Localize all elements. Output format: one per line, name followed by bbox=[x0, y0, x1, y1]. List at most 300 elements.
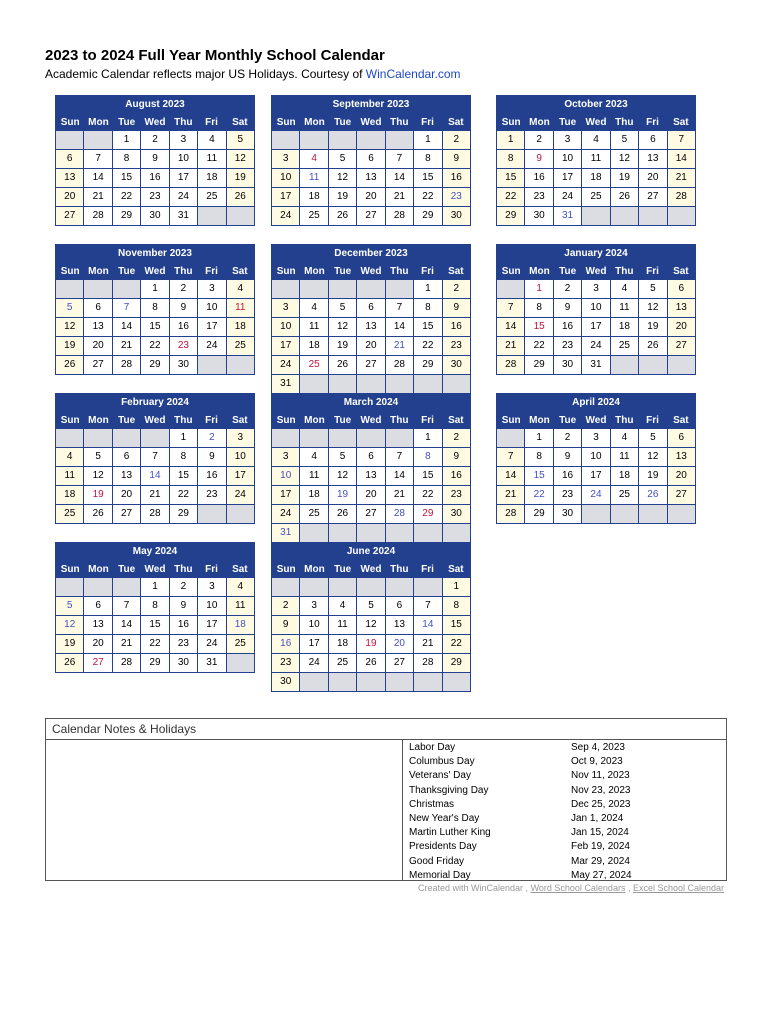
day-cell[interactable]: 19 bbox=[329, 337, 356, 355]
day-cell[interactable]: 31 bbox=[272, 524, 299, 542]
day-cell[interactable]: 11 bbox=[611, 299, 638, 317]
day-cell[interactable]: 3 bbox=[272, 150, 299, 168]
day-cell[interactable]: 31 bbox=[582, 356, 609, 374]
day-cell[interactable]: 5 bbox=[56, 299, 83, 317]
day-cell[interactable]: 16 bbox=[554, 467, 581, 485]
day-cell[interactable]: 6 bbox=[386, 597, 413, 615]
day-cell[interactable]: 1 bbox=[141, 280, 168, 298]
day-cell[interactable]: 26 bbox=[56, 654, 83, 672]
day-cell[interactable]: 7 bbox=[141, 448, 168, 466]
day-cell[interactable]: 25 bbox=[300, 356, 327, 374]
day-cell[interactable]: 23 bbox=[443, 337, 470, 355]
day-cell[interactable]: 9 bbox=[141, 150, 168, 168]
day-cell[interactable]: 16 bbox=[443, 169, 470, 187]
day-cell[interactable]: 4 bbox=[300, 150, 327, 168]
day-cell[interactable]: 28 bbox=[141, 505, 168, 523]
day-cell[interactable]: 22 bbox=[525, 486, 552, 504]
day-cell[interactable]: 25 bbox=[300, 207, 327, 225]
day-cell[interactable]: 9 bbox=[170, 597, 197, 615]
day-cell[interactable]: 23 bbox=[443, 188, 470, 206]
day-cell[interactable]: 26 bbox=[639, 486, 666, 504]
day-cell[interactable]: 29 bbox=[170, 505, 197, 523]
day-cell[interactable]: 15 bbox=[414, 467, 441, 485]
day-cell[interactable]: 9 bbox=[525, 150, 552, 168]
day-cell[interactable]: 27 bbox=[56, 207, 83, 225]
day-cell[interactable]: 8 bbox=[170, 448, 197, 466]
day-cell[interactable]: 16 bbox=[198, 467, 225, 485]
day-cell[interactable]: 3 bbox=[272, 299, 299, 317]
day-cell[interactable]: 6 bbox=[357, 299, 384, 317]
day-cell[interactable]: 5 bbox=[329, 150, 356, 168]
day-cell[interactable]: 10 bbox=[272, 318, 299, 336]
day-cell[interactable]: 12 bbox=[56, 616, 83, 634]
day-cell[interactable]: 18 bbox=[56, 486, 83, 504]
day-cell[interactable]: 25 bbox=[198, 188, 225, 206]
day-cell[interactable]: 5 bbox=[611, 131, 638, 149]
day-cell[interactable]: 14 bbox=[386, 318, 413, 336]
day-cell[interactable]: 5 bbox=[357, 597, 384, 615]
day-cell[interactable]: 30 bbox=[443, 356, 470, 374]
day-cell[interactable]: 6 bbox=[357, 150, 384, 168]
day-cell[interactable]: 18 bbox=[582, 169, 609, 187]
day-cell[interactable]: 20 bbox=[84, 635, 111, 653]
day-cell[interactable]: 5 bbox=[84, 448, 111, 466]
day-cell[interactable]: 29 bbox=[414, 505, 441, 523]
day-cell[interactable]: 4 bbox=[300, 448, 327, 466]
day-cell[interactable]: 2 bbox=[170, 578, 197, 596]
day-cell[interactable]: 28 bbox=[497, 356, 524, 374]
day-cell[interactable]: 28 bbox=[414, 654, 441, 672]
day-cell[interactable]: 27 bbox=[357, 505, 384, 523]
day-cell[interactable]: 22 bbox=[443, 635, 470, 653]
day-cell[interactable]: 3 bbox=[198, 578, 225, 596]
day-cell[interactable]: 26 bbox=[56, 356, 83, 374]
day-cell[interactable]: 11 bbox=[227, 299, 254, 317]
day-cell[interactable]: 27 bbox=[84, 356, 111, 374]
day-cell[interactable]: 6 bbox=[668, 429, 695, 447]
day-cell[interactable]: 20 bbox=[639, 169, 666, 187]
day-cell[interactable]: 4 bbox=[582, 131, 609, 149]
day-cell[interactable]: 10 bbox=[198, 299, 225, 317]
day-cell[interactable]: 4 bbox=[611, 429, 638, 447]
day-cell[interactable]: 21 bbox=[497, 486, 524, 504]
day-cell[interactable]: 17 bbox=[227, 467, 254, 485]
day-cell[interactable]: 21 bbox=[386, 337, 413, 355]
day-cell[interactable]: 29 bbox=[497, 207, 524, 225]
day-cell[interactable]: 22 bbox=[170, 486, 197, 504]
day-cell[interactable]: 9 bbox=[170, 299, 197, 317]
day-cell[interactable]: 11 bbox=[300, 318, 327, 336]
day-cell[interactable]: 21 bbox=[668, 169, 695, 187]
day-cell[interactable]: 28 bbox=[386, 505, 413, 523]
day-cell[interactable]: 27 bbox=[386, 654, 413, 672]
day-cell[interactable]: 27 bbox=[84, 654, 111, 672]
day-cell[interactable]: 24 bbox=[198, 635, 225, 653]
day-cell[interactable]: 31 bbox=[170, 207, 197, 225]
day-cell[interactable]: 24 bbox=[582, 486, 609, 504]
day-cell[interactable]: 12 bbox=[357, 616, 384, 634]
day-cell[interactable]: 21 bbox=[497, 337, 524, 355]
day-cell[interactable]: 16 bbox=[141, 169, 168, 187]
day-cell[interactable]: 14 bbox=[84, 169, 111, 187]
day-cell[interactable]: 21 bbox=[84, 188, 111, 206]
day-cell[interactable]: 30 bbox=[141, 207, 168, 225]
day-cell[interactable]: 12 bbox=[329, 318, 356, 336]
day-cell[interactable]: 16 bbox=[170, 616, 197, 634]
day-cell[interactable]: 22 bbox=[141, 337, 168, 355]
day-cell[interactable]: 25 bbox=[300, 505, 327, 523]
word-calendars-link[interactable]: Word School Calendars bbox=[530, 883, 626, 893]
day-cell[interactable]: 17 bbox=[582, 318, 609, 336]
day-cell[interactable]: 28 bbox=[668, 188, 695, 206]
day-cell[interactable]: 30 bbox=[525, 207, 552, 225]
day-cell[interactable]: 13 bbox=[56, 169, 83, 187]
day-cell[interactable]: 10 bbox=[582, 448, 609, 466]
day-cell[interactable]: 12 bbox=[329, 467, 356, 485]
day-cell[interactable]: 25 bbox=[329, 654, 356, 672]
day-cell[interactable]: 23 bbox=[170, 337, 197, 355]
day-cell[interactable]: 25 bbox=[582, 188, 609, 206]
day-cell[interactable]: 12 bbox=[227, 150, 254, 168]
day-cell[interactable]: 13 bbox=[84, 318, 111, 336]
day-cell[interactable]: 19 bbox=[329, 486, 356, 504]
day-cell[interactable]: 14 bbox=[141, 467, 168, 485]
day-cell[interactable]: 21 bbox=[414, 635, 441, 653]
day-cell[interactable]: 3 bbox=[227, 429, 254, 447]
day-cell[interactable]: 1 bbox=[443, 578, 470, 596]
day-cell[interactable]: 1 bbox=[170, 429, 197, 447]
day-cell[interactable]: 17 bbox=[300, 635, 327, 653]
day-cell[interactable]: 31 bbox=[272, 375, 299, 393]
day-cell[interactable]: 16 bbox=[554, 318, 581, 336]
day-cell[interactable]: 14 bbox=[386, 467, 413, 485]
day-cell[interactable]: 6 bbox=[84, 597, 111, 615]
day-cell[interactable]: 8 bbox=[525, 448, 552, 466]
day-cell[interactable]: 8 bbox=[443, 597, 470, 615]
day-cell[interactable]: 22 bbox=[525, 337, 552, 355]
day-cell[interactable]: 18 bbox=[300, 337, 327, 355]
day-cell[interactable]: 27 bbox=[113, 505, 140, 523]
day-cell[interactable]: 19 bbox=[227, 169, 254, 187]
day-cell[interactable]: 27 bbox=[668, 337, 695, 355]
day-cell[interactable]: 13 bbox=[357, 318, 384, 336]
day-cell[interactable]: 12 bbox=[639, 448, 666, 466]
day-cell[interactable]: 31 bbox=[554, 207, 581, 225]
day-cell[interactable]: 26 bbox=[84, 505, 111, 523]
day-cell[interactable]: 20 bbox=[113, 486, 140, 504]
day-cell[interactable]: 3 bbox=[272, 448, 299, 466]
day-cell[interactable]: 18 bbox=[300, 188, 327, 206]
day-cell[interactable]: 27 bbox=[639, 188, 666, 206]
day-cell[interactable]: 28 bbox=[113, 654, 140, 672]
day-cell[interactable]: 17 bbox=[582, 467, 609, 485]
day-cell[interactable]: 8 bbox=[414, 150, 441, 168]
day-cell[interactable]: 25 bbox=[227, 635, 254, 653]
day-cell[interactable]: 1 bbox=[525, 280, 552, 298]
day-cell[interactable]: 18 bbox=[329, 635, 356, 653]
day-cell[interactable]: 28 bbox=[386, 207, 413, 225]
day-cell[interactable]: 27 bbox=[357, 356, 384, 374]
day-cell[interactable]: 17 bbox=[272, 486, 299, 504]
day-cell[interactable]: 2 bbox=[443, 429, 470, 447]
day-cell[interactable]: 14 bbox=[497, 467, 524, 485]
day-cell[interactable]: 4 bbox=[227, 280, 254, 298]
day-cell[interactable]: 16 bbox=[443, 318, 470, 336]
day-cell[interactable]: 13 bbox=[668, 299, 695, 317]
day-cell[interactable]: 26 bbox=[329, 207, 356, 225]
day-cell[interactable]: 7 bbox=[668, 131, 695, 149]
day-cell[interactable]: 14 bbox=[113, 318, 140, 336]
day-cell[interactable]: 28 bbox=[497, 505, 524, 523]
day-cell[interactable]: 5 bbox=[639, 280, 666, 298]
day-cell[interactable]: 26 bbox=[329, 356, 356, 374]
excel-calendar-link[interactable]: Excel School Calendar bbox=[632, 883, 725, 893]
day-cell[interactable]: 30 bbox=[170, 654, 197, 672]
day-cell[interactable]: 24 bbox=[554, 188, 581, 206]
day-cell[interactable]: 13 bbox=[386, 616, 413, 634]
day-cell[interactable]: 24 bbox=[582, 337, 609, 355]
day-cell[interactable]: 21 bbox=[113, 635, 140, 653]
day-cell[interactable]: 30 bbox=[272, 673, 299, 691]
day-cell[interactable]: 9 bbox=[443, 299, 470, 317]
day-cell[interactable]: 9 bbox=[554, 448, 581, 466]
day-cell[interactable]: 23 bbox=[554, 486, 581, 504]
day-cell[interactable]: 23 bbox=[170, 635, 197, 653]
day-cell[interactable]: 22 bbox=[414, 486, 441, 504]
day-cell[interactable]: 30 bbox=[443, 505, 470, 523]
day-cell[interactable]: 23 bbox=[443, 486, 470, 504]
day-cell[interactable]: 6 bbox=[56, 150, 83, 168]
day-cell[interactable]: 10 bbox=[582, 299, 609, 317]
day-cell[interactable]: 4 bbox=[198, 131, 225, 149]
day-cell[interactable]: 29 bbox=[141, 356, 168, 374]
day-cell[interactable]: 8 bbox=[141, 597, 168, 615]
day-cell[interactable]: 4 bbox=[300, 299, 327, 317]
day-cell[interactable]: 26 bbox=[329, 505, 356, 523]
day-cell[interactable]: 25 bbox=[611, 337, 638, 355]
day-cell[interactable]: 11 bbox=[329, 616, 356, 634]
day-cell[interactable]: 30 bbox=[554, 356, 581, 374]
day-cell[interactable]: 24 bbox=[272, 505, 299, 523]
day-cell[interactable]: 20 bbox=[357, 337, 384, 355]
day-cell[interactable]: 2 bbox=[198, 429, 225, 447]
day-cell[interactable]: 5 bbox=[639, 429, 666, 447]
day-cell[interactable]: 3 bbox=[582, 429, 609, 447]
day-cell[interactable]: 1 bbox=[141, 578, 168, 596]
day-cell[interactable]: 14 bbox=[113, 616, 140, 634]
day-cell[interactable]: 10 bbox=[272, 467, 299, 485]
day-cell[interactable]: 8 bbox=[113, 150, 140, 168]
day-cell[interactable]: 19 bbox=[56, 337, 83, 355]
day-cell[interactable]: 24 bbox=[272, 207, 299, 225]
day-cell[interactable]: 2 bbox=[272, 597, 299, 615]
day-cell[interactable]: 3 bbox=[582, 280, 609, 298]
day-cell[interactable]: 28 bbox=[84, 207, 111, 225]
day-cell[interactable]: 14 bbox=[414, 616, 441, 634]
day-cell[interactable]: 20 bbox=[56, 188, 83, 206]
day-cell[interactable]: 7 bbox=[497, 448, 524, 466]
day-cell[interactable]: 29 bbox=[443, 654, 470, 672]
day-cell[interactable]: 21 bbox=[386, 188, 413, 206]
day-cell[interactable]: 15 bbox=[414, 169, 441, 187]
day-cell[interactable]: 21 bbox=[386, 486, 413, 504]
day-cell[interactable]: 6 bbox=[357, 448, 384, 466]
day-cell[interactable]: 16 bbox=[170, 318, 197, 336]
day-cell[interactable]: 9 bbox=[272, 616, 299, 634]
day-cell[interactable]: 29 bbox=[525, 505, 552, 523]
day-cell[interactable]: 11 bbox=[582, 150, 609, 168]
day-cell[interactable]: 8 bbox=[141, 299, 168, 317]
day-cell[interactable]: 29 bbox=[414, 207, 441, 225]
day-cell[interactable]: 24 bbox=[300, 654, 327, 672]
day-cell[interactable]: 22 bbox=[113, 188, 140, 206]
day-cell[interactable]: 1 bbox=[414, 280, 441, 298]
day-cell[interactable]: 18 bbox=[611, 318, 638, 336]
day-cell[interactable]: 10 bbox=[227, 448, 254, 466]
day-cell[interactable]: 23 bbox=[272, 654, 299, 672]
day-cell[interactable]: 30 bbox=[443, 207, 470, 225]
day-cell[interactable]: 15 bbox=[525, 318, 552, 336]
day-cell[interactable]: 23 bbox=[554, 337, 581, 355]
day-cell[interactable]: 5 bbox=[56, 597, 83, 615]
day-cell[interactable]: 11 bbox=[300, 169, 327, 187]
day-cell[interactable]: 2 bbox=[554, 280, 581, 298]
day-cell[interactable]: 26 bbox=[227, 188, 254, 206]
day-cell[interactable]: 20 bbox=[84, 337, 111, 355]
day-cell[interactable]: 2 bbox=[443, 280, 470, 298]
day-cell[interactable]: 6 bbox=[668, 280, 695, 298]
day-cell[interactable]: 9 bbox=[443, 150, 470, 168]
day-cell[interactable]: 4 bbox=[611, 280, 638, 298]
day-cell[interactable]: 17 bbox=[170, 169, 197, 187]
day-cell[interactable]: 25 bbox=[227, 337, 254, 355]
day-cell[interactable]: 22 bbox=[414, 188, 441, 206]
day-cell[interactable]: 16 bbox=[525, 169, 552, 187]
day-cell[interactable]: 23 bbox=[198, 486, 225, 504]
day-cell[interactable]: 2 bbox=[554, 429, 581, 447]
day-cell[interactable]: 23 bbox=[525, 188, 552, 206]
day-cell[interactable]: 7 bbox=[386, 299, 413, 317]
day-cell[interactable]: 12 bbox=[611, 150, 638, 168]
day-cell[interactable]: 20 bbox=[668, 318, 695, 336]
day-cell[interactable]: 3 bbox=[554, 131, 581, 149]
day-cell[interactable]: 15 bbox=[443, 616, 470, 634]
day-cell[interactable]: 16 bbox=[443, 467, 470, 485]
day-cell[interactable]: 11 bbox=[611, 448, 638, 466]
day-cell[interactable]: 7 bbox=[497, 299, 524, 317]
day-cell[interactable]: 5 bbox=[329, 299, 356, 317]
day-cell[interactable]: 10 bbox=[554, 150, 581, 168]
day-cell[interactable]: 15 bbox=[141, 616, 168, 634]
day-cell[interactable]: 27 bbox=[357, 207, 384, 225]
day-cell[interactable]: 13 bbox=[113, 467, 140, 485]
day-cell[interactable]: 7 bbox=[113, 299, 140, 317]
day-cell[interactable]: 18 bbox=[198, 169, 225, 187]
day-cell[interactable]: 3 bbox=[198, 280, 225, 298]
day-cell[interactable]: 23 bbox=[141, 188, 168, 206]
day-cell[interactable]: 6 bbox=[113, 448, 140, 466]
day-cell[interactable]: 8 bbox=[414, 448, 441, 466]
day-cell[interactable]: 10 bbox=[170, 150, 197, 168]
day-cell[interactable]: 17 bbox=[198, 318, 225, 336]
wincalendar-link[interactable]: WinCalendar.com bbox=[365, 67, 461, 81]
day-cell[interactable]: 26 bbox=[639, 337, 666, 355]
day-cell[interactable]: 4 bbox=[227, 578, 254, 596]
day-cell[interactable]: 5 bbox=[227, 131, 254, 149]
day-cell[interactable]: 1 bbox=[525, 429, 552, 447]
day-cell[interactable]: 1 bbox=[414, 131, 441, 149]
day-cell[interactable]: 15 bbox=[497, 169, 524, 187]
day-cell[interactable]: 20 bbox=[668, 467, 695, 485]
day-cell[interactable]: 19 bbox=[357, 635, 384, 653]
day-cell[interactable]: 30 bbox=[170, 356, 197, 374]
day-cell[interactable]: 9 bbox=[198, 448, 225, 466]
day-cell[interactable]: 1 bbox=[113, 131, 140, 149]
day-cell[interactable]: 6 bbox=[84, 299, 111, 317]
day-cell[interactable]: 6 bbox=[639, 131, 666, 149]
day-cell[interactable]: 19 bbox=[639, 318, 666, 336]
day-cell[interactable]: 13 bbox=[668, 448, 695, 466]
day-cell[interactable]: 7 bbox=[386, 448, 413, 466]
day-cell[interactable]: 7 bbox=[113, 597, 140, 615]
day-cell[interactable]: 7 bbox=[414, 597, 441, 615]
day-cell[interactable]: 14 bbox=[497, 318, 524, 336]
day-cell[interactable]: 15 bbox=[414, 318, 441, 336]
day-cell[interactable]: 29 bbox=[113, 207, 140, 225]
day-cell[interactable]: 27 bbox=[668, 486, 695, 504]
day-cell[interactable]: 11 bbox=[198, 150, 225, 168]
day-cell[interactable]: 11 bbox=[56, 467, 83, 485]
day-cell[interactable]: 21 bbox=[141, 486, 168, 504]
day-cell[interactable]: 12 bbox=[56, 318, 83, 336]
day-cell[interactable]: 17 bbox=[198, 616, 225, 634]
day-cell[interactable]: 21 bbox=[113, 337, 140, 355]
day-cell[interactable]: 26 bbox=[357, 654, 384, 672]
day-cell[interactable]: 9 bbox=[554, 299, 581, 317]
day-cell[interactable]: 13 bbox=[357, 169, 384, 187]
day-cell[interactable]: 2 bbox=[141, 131, 168, 149]
day-cell[interactable]: 15 bbox=[525, 467, 552, 485]
day-cell[interactable]: 19 bbox=[611, 169, 638, 187]
day-cell[interactable]: 3 bbox=[170, 131, 197, 149]
day-cell[interactable]: 29 bbox=[525, 356, 552, 374]
day-cell[interactable]: 1 bbox=[414, 429, 441, 447]
day-cell[interactable]: 12 bbox=[329, 169, 356, 187]
day-cell[interactable]: 11 bbox=[300, 467, 327, 485]
day-cell[interactable]: 15 bbox=[170, 467, 197, 485]
day-cell[interactable]: 10 bbox=[272, 169, 299, 187]
day-cell[interactable]: 20 bbox=[386, 635, 413, 653]
day-cell[interactable]: 24 bbox=[170, 188, 197, 206]
day-cell[interactable]: 22 bbox=[497, 188, 524, 206]
day-cell[interactable]: 1 bbox=[497, 131, 524, 149]
day-cell[interactable]: 19 bbox=[84, 486, 111, 504]
day-cell[interactable]: 18 bbox=[227, 318, 254, 336]
day-cell[interactable]: 10 bbox=[198, 597, 225, 615]
day-cell[interactable]: 9 bbox=[443, 448, 470, 466]
day-cell[interactable]: 22 bbox=[414, 337, 441, 355]
day-cell[interactable]: 4 bbox=[329, 597, 356, 615]
day-cell[interactable]: 25 bbox=[611, 486, 638, 504]
day-cell[interactable]: 24 bbox=[227, 486, 254, 504]
day-cell[interactable]: 29 bbox=[141, 654, 168, 672]
day-cell[interactable]: 17 bbox=[272, 337, 299, 355]
day-cell[interactable]: 25 bbox=[56, 505, 83, 523]
day-cell[interactable]: 30 bbox=[554, 505, 581, 523]
day-cell[interactable]: 2 bbox=[170, 280, 197, 298]
day-cell[interactable]: 24 bbox=[272, 356, 299, 374]
day-cell[interactable]: 12 bbox=[639, 299, 666, 317]
